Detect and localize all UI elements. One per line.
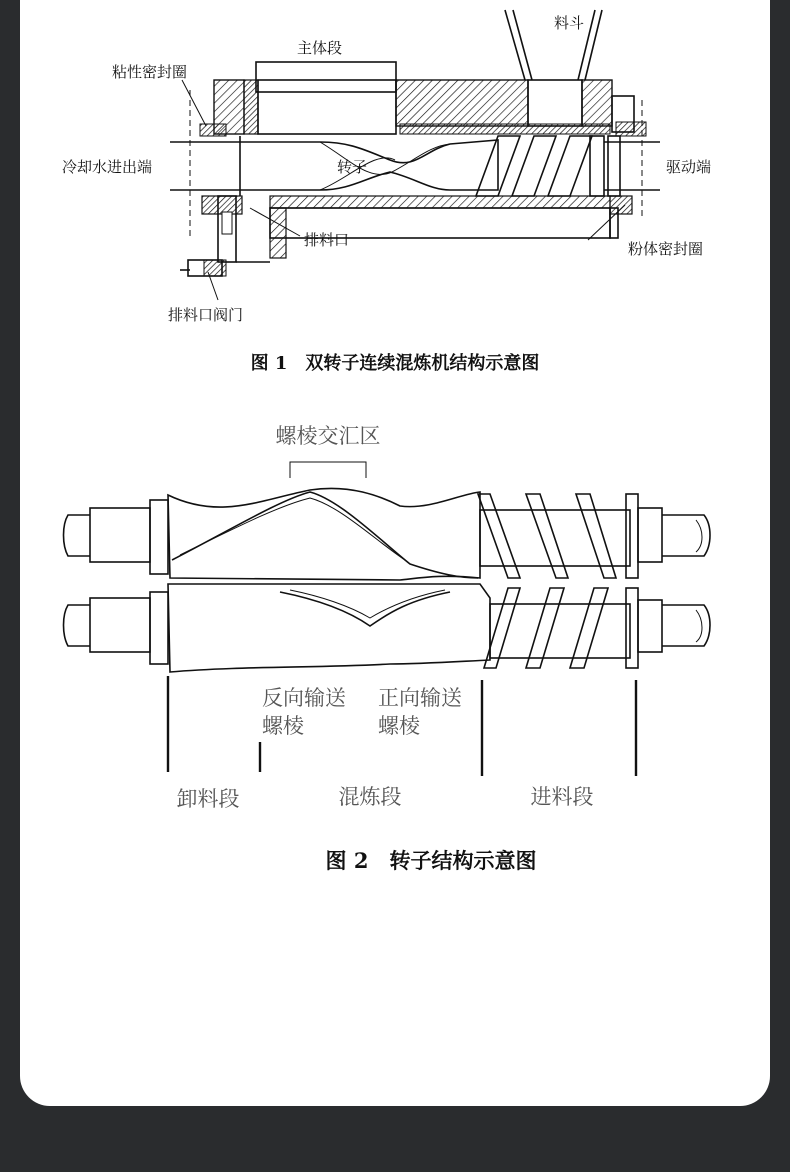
screw-flights	[476, 136, 604, 196]
figure2-caption: 图 2 转子结构示意图	[325, 848, 537, 873]
label-reverse-flight-1: 反向输送	[262, 686, 346, 710]
lower-barrel	[270, 196, 610, 208]
figure1-caption: 图 1 双转子连续混炼机结构示意图	[250, 353, 540, 374]
label-rotor: 转子	[337, 158, 368, 176]
lower-rotor	[64, 584, 711, 672]
label-main-section: 主体段	[297, 39, 343, 57]
main-section-block	[256, 62, 396, 92]
label-drive-end: 驱动端	[666, 158, 712, 176]
label-cooling-water: 冷却水进出端	[62, 158, 153, 176]
label-forward-flight-1: 正向输送	[378, 686, 462, 710]
label-discharge-port: 排料口	[304, 231, 350, 249]
label-unloading-section: 卸料段	[176, 787, 240, 811]
hopper-inlet	[528, 80, 582, 126]
figure-card	[20, 0, 770, 1106]
mixer-cross-section	[62, 10, 711, 324]
label-viscous-seal: 粘性密封圈	[112, 63, 188, 81]
powder-seal-ring	[610, 196, 632, 214]
label-discharge-valve: 排料口阀门	[168, 306, 244, 324]
label-hopper: 料斗	[554, 14, 585, 32]
label-flight-intersection: 螺棱交汇区	[275, 424, 381, 448]
label-forward-flight-2: 螺棱	[378, 714, 420, 738]
label-mixing-section: 混炼段	[338, 785, 402, 809]
rotor-body	[240, 140, 498, 190]
upper-barrel	[396, 80, 528, 126]
rotor-structure-diagram	[64, 424, 711, 811]
label-feeding-section: 进料段	[530, 785, 594, 809]
label-reverse-flight-2: 螺棱	[262, 714, 304, 738]
label-powder-seal: 粉体密封圈	[628, 240, 704, 258]
diagram-canvas	[20, 0, 770, 1106]
upper-rotor	[64, 488, 711, 580]
